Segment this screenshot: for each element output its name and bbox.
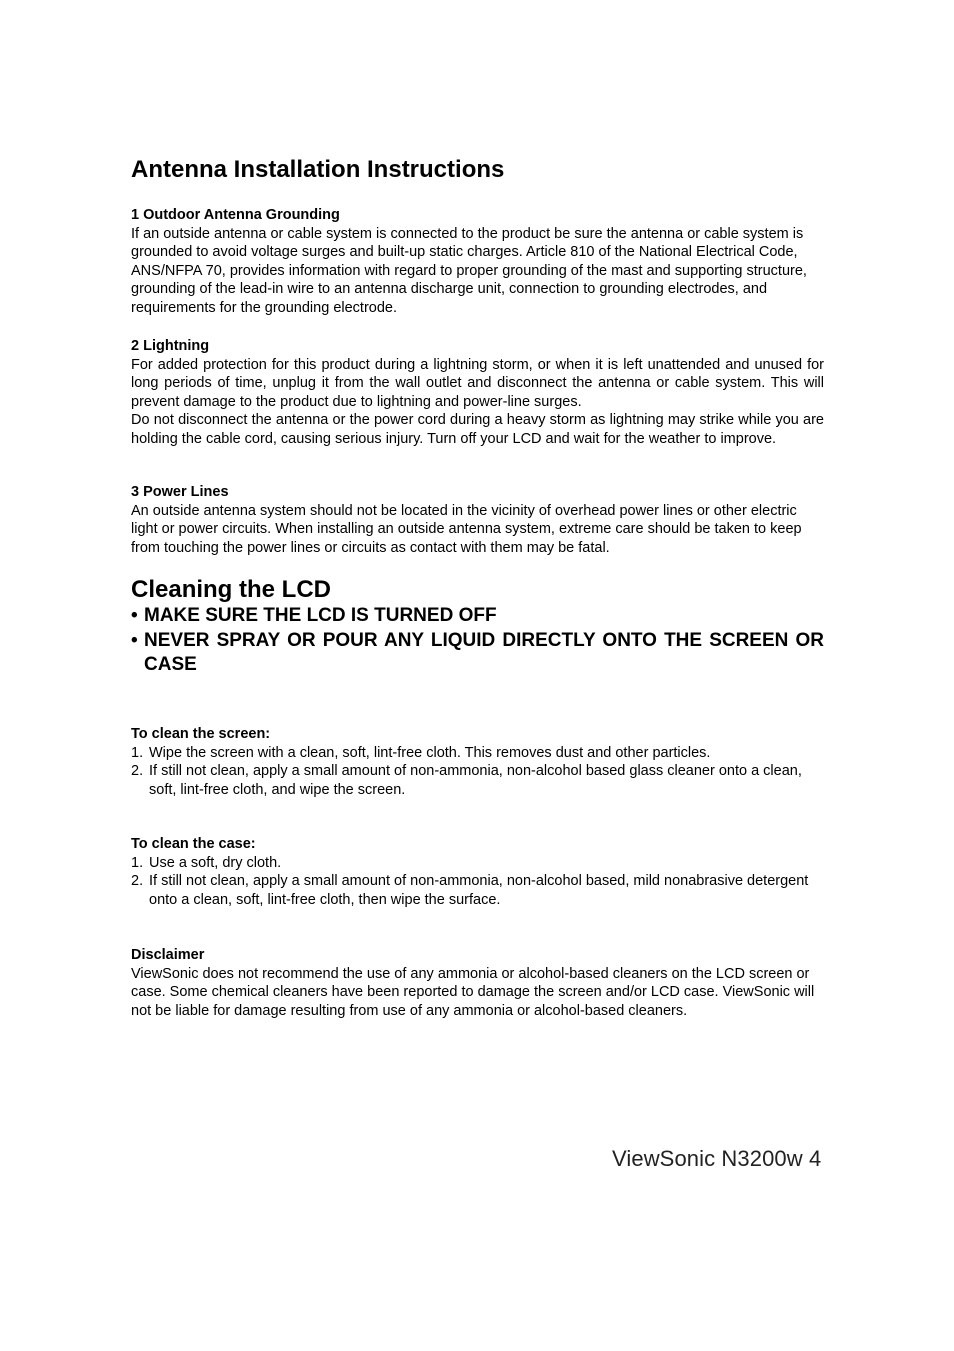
list-number: 1. <box>131 744 144 761</box>
warning-text: MAKE SURE THE LCD IS TURNED OFF <box>144 605 497 626</box>
grounding-heading: 1 Outdoor Antenna Grounding <box>131 207 340 223</box>
section-title-antenna: Antenna Installation Instructions <box>131 156 505 183</box>
lightning-heading: 2 Lightning <box>131 338 210 354</box>
list-text: If still not clean, apply a small amount of non-ammonia, non-alcohol based, mild nonabrasive detergent onto a clean, soft, lint-free cloth, then wipe the surface. <box>149 873 809 908</box>
warning-text: NEVER SPRAY OR POUR ANY LIQUID DIRECTLY ONTO THE SCREEN OR CASE <box>144 629 824 675</box>
list-item <box>131 872 824 909</box>
list-text: Wipe the screen with a clean, soft, lint-free cloth. This removes dust and other particles. <box>149 744 711 761</box>
list-number: 2. <box>131 763 144 779</box>
page-footer: ViewSonic N3200w 4 <box>612 1146 822 1171</box>
clean-case-section <box>131 835 824 909</box>
list-item <box>131 762 824 799</box>
power-lines-section <box>131 483 824 557</box>
clean-screen-section <box>131 725 824 799</box>
bullet-icon: • <box>131 629 138 651</box>
bullet-icon: • <box>131 605 138 626</box>
list-text: If still not clean, apply a small amount of non-ammonia, non-alcohol based glass cleaner onto a clean, soft, lint-free cloth, and wipe the screen. <box>149 763 802 798</box>
disclaimer-paragraph: ViewSonic does not recommend the use of any ammonia or alcohol-based cleaners on the LCD screen or case. Some chemical cleaners have been reported to damage the screen and/or LCD case. ViewSonic will not be liable for damage resulting from use of any ammonia or alcohol-based cleaners. <box>131 965 815 1019</box>
list-text: Use a soft, dry cloth. <box>149 854 282 871</box>
list-number: 1. <box>131 854 144 871</box>
list-item <box>131 744 824 763</box>
warning-item <box>131 629 824 678</box>
warning-item <box>131 604 824 629</box>
grounding-paragraph: If an outside antenna or cable system is connected to the product be sure the antenna or cable system is grounded to avoid voltage surges and built-up static charges. Article 810 of the National Electrical Code, ANS/NFPA 70, provides information with regard to proper grounding of the mast and supporting structure, grounding of the lead-in wire to an antenna discharge unit, connection to grounding electrodes, and requirements for the grounding electrode. <box>131 225 807 316</box>
lightning-paragraph-2: Do not disconnect the antenna or the power cord during a heavy storm as lightning may strike while you are holding the cable cord, causing serious injury. Turn off your LCD and wait for the weather to improve. <box>131 412 824 447</box>
power-lines-heading: 3 Power Lines <box>131 484 229 500</box>
disclaimer-section <box>131 946 824 1020</box>
list-number: 2. <box>131 873 144 889</box>
power-lines-paragraph: An outside antenna system should not be located in the vicinity of overhead power lines or other electric light or power circuits. When installing an outside antenna system, extreme care should be taken to keep from touching the power lines or circuits as contact with them may be fatal. <box>131 502 802 556</box>
disclaimer-heading: Disclaimer <box>131 947 205 963</box>
list-item <box>131 854 824 873</box>
clean-case-heading: To clean the case: <box>131 836 256 852</box>
clean-screen-heading: To clean the screen: <box>131 726 271 742</box>
section-title-cleaning: Cleaning the LCD <box>131 576 332 603</box>
grounding-section <box>131 206 824 317</box>
lightning-paragraph-1: For added protection for this product during a lightning storm, or when it is left unattended and unused for long periods of time, unplug it from the wall outlet and disconnect the antenna or cable system. This will prevent damage to the product due to lightning and power-line surges. <box>131 356 824 410</box>
warning-list <box>131 604 824 678</box>
lightning-section <box>131 337 824 448</box>
